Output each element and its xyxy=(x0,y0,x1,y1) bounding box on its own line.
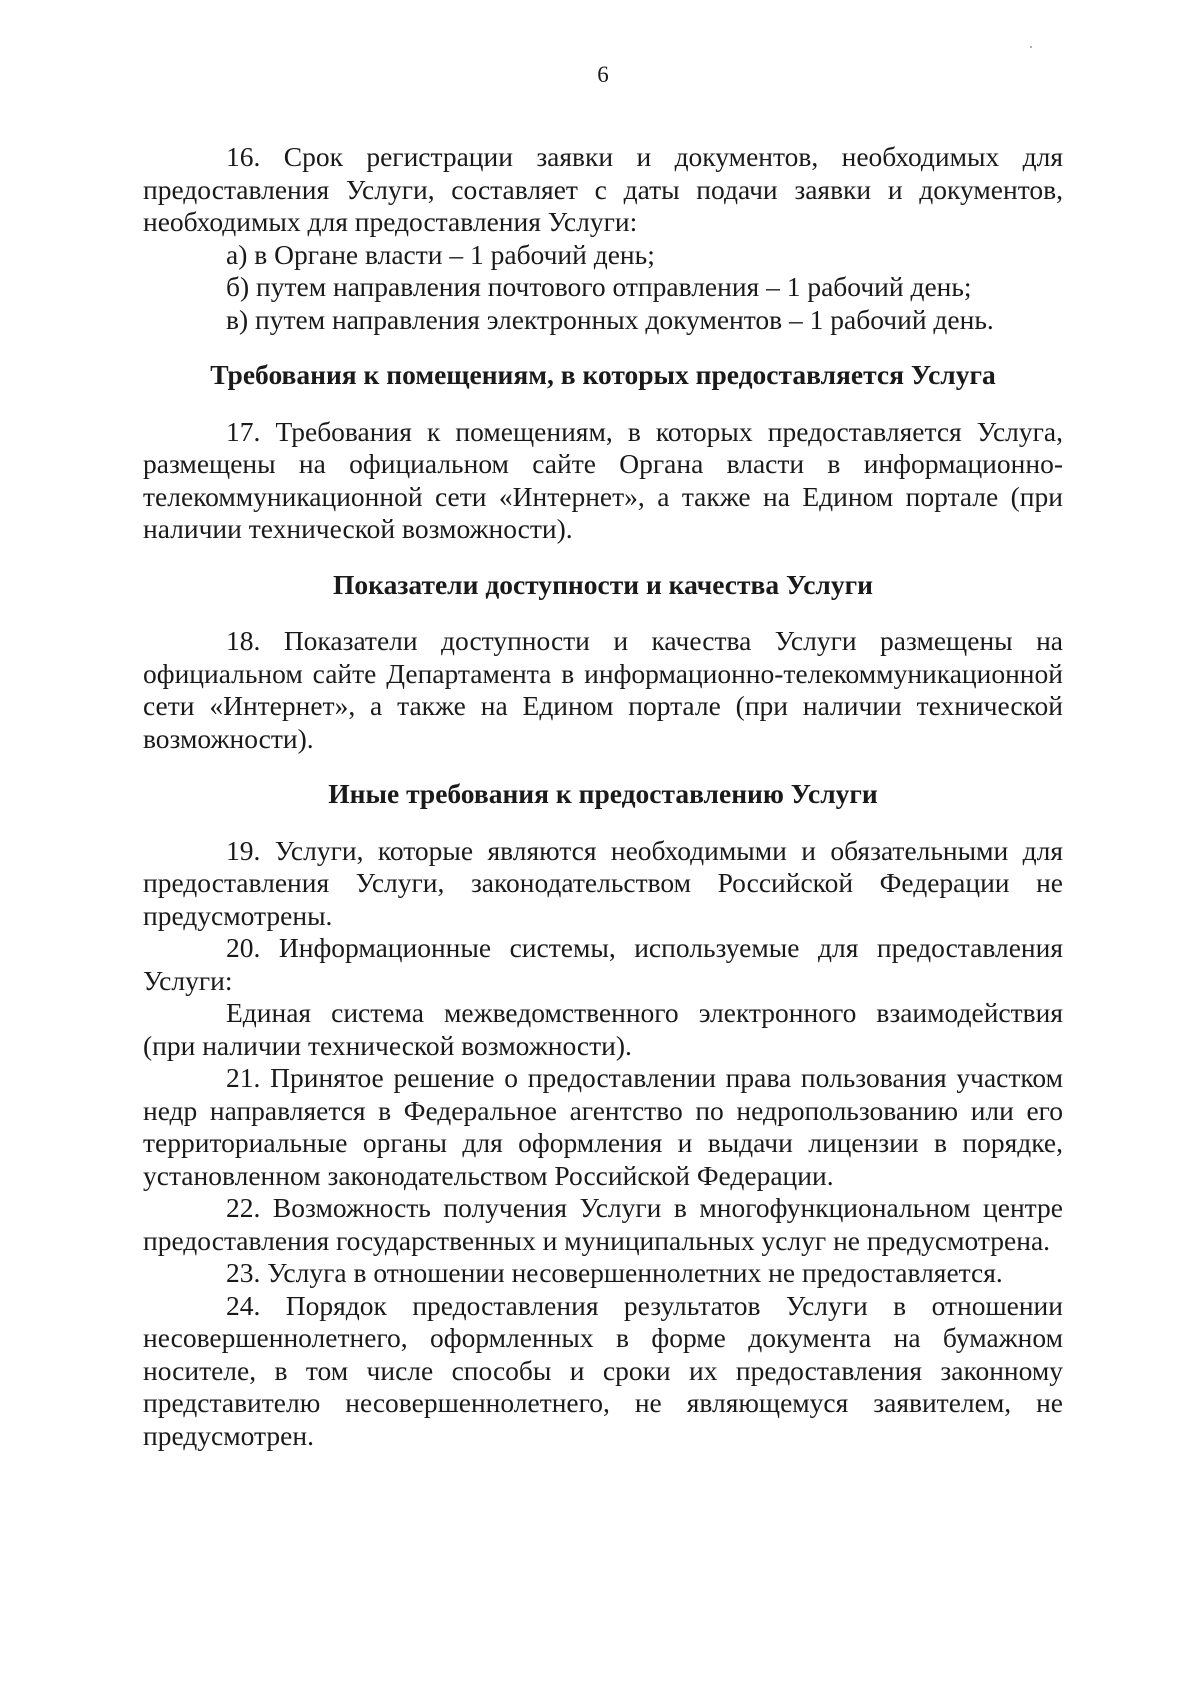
section-heading-other-requirements: Иные требования к предоставлению Услуги xyxy=(328,778,878,809)
document-page xyxy=(143,0,1063,1696)
paragraph-18: 18. Показатели доступности и качества Услуги размещены на официальном сайте Департамента в информационно-телекоммуникационной сети «Интернет», а также на Едином портале (при наличии технической возможности). xyxy=(143,625,1063,754)
paragraph-16-item-a: а) в Органе власти – 1 рабочий день; xyxy=(226,238,655,270)
paragraph-17: 17. Требования к помещениям, в которых предоставляется Услуга, размещены на официальном сайте Органа власти в информационно-телекоммуникационной сети «Интернет», а также на Едином портале (при наличии технической возможности). xyxy=(143,415,1063,544)
paragraph-16-item-b: б) путем направления почтового отправления – 1 рабочий день; xyxy=(226,271,972,302)
paragraph-24: 24. Порядок предоставления результатов Услуги в отношении несовершеннолетнего, оформленных в форме документа на бумажном носителе, в том числе способы и сроки их предоставления законному представителю несовершеннолетнего, не являющемуся заявителем, не предусмотрен. xyxy=(143,1289,1063,1451)
paragraph-16: 16. Срок регистрации заявки и документов, необходимых для предоставления Услуги, составляет с даты подачи заявки и документов, необходимых для предоставления Услуги: xyxy=(143,141,1063,237)
paragraph-20: 20. Информационные системы, используемые для предоставления Услуги: xyxy=(143,932,1063,996)
page-number: 6 xyxy=(597,62,609,87)
paragraph-20-item: Единая система межведомственного электронного взаимодействия (при наличии технической возможности). xyxy=(143,997,1063,1061)
section-heading-accessibility: Показатели доступности и качества Услуги xyxy=(333,568,873,600)
section-heading-premises: Требования к помещениям, в которых предоставляется Услуга xyxy=(210,359,996,390)
document-body xyxy=(143,141,1063,1452)
paragraph-21: 21. Принятое решение о предоставлении права пользования участком недр направляется в Федеральное агентство по недропользованию или его территориальные органы для оформления и выдачи лицензии в порядке, установленном законодательством Российской Федерации. xyxy=(143,1062,1063,1191)
paragraph-19: 19. Услуги, которые являются необходимыми и обязательными для предоставления Услуги, законодательством Российской Федерации не предусмотрены. xyxy=(143,834,1063,931)
paragraph-23: 23. Услуга в отношении несовершеннолетних не предоставляется. xyxy=(226,1257,1003,1288)
paragraph-16-item-c: в) путем направления электронных документов – 1 рабочий день. xyxy=(226,303,994,335)
paragraph-22: 22. Возможность получения Услуги в многофункциональном центре предоставления государственных и муниципальных услуг не предусмотрена. xyxy=(143,1192,1063,1256)
